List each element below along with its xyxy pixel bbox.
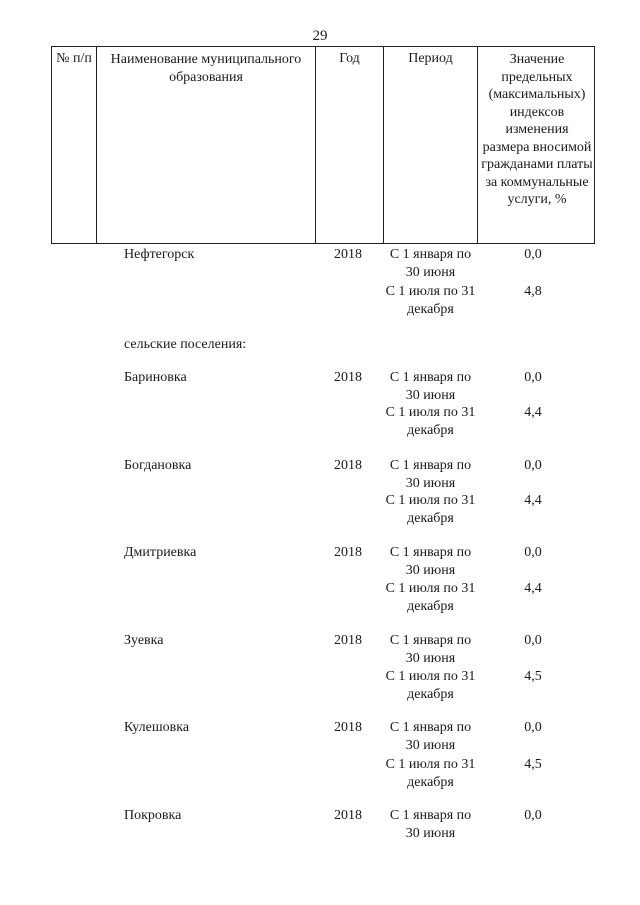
value-cell: 0,0 [524,633,542,648]
value-cell: 0,0 [524,247,542,262]
header-period: Период [408,51,453,66]
period-cell: С 1 января по 30 июня [389,370,472,403]
period-cell: С 1 января по 30 июня [389,720,472,753]
period-cell: С 1 июля по 31 декабря [385,669,476,702]
value-cell: 0,0 [524,370,542,385]
period-cell: С 1 июля по 31 декабря [385,493,476,526]
column-divider [477,47,478,243]
section-title: сельские поселения: [124,337,247,352]
value-cell: 4,5 [524,757,542,772]
period-cell: С 1 января по 30 июня [389,458,472,491]
column-divider [383,47,384,243]
column-divider [96,47,97,243]
value-cell: 0,0 [524,458,542,473]
year-cell: 2018 [334,720,362,735]
header-name: Наименование муниципального образования [110,52,302,85]
header-year: Год [339,51,360,66]
year-cell: 2018 [334,370,362,385]
value-cell: 4,8 [524,284,542,299]
municipality-name: Покровка [124,808,182,823]
year-cell: 2018 [334,458,362,473]
municipality-name: Нефтегорск [124,247,195,262]
period-cell: С 1 июля по 31 декабря [385,405,476,438]
year-cell: 2018 [334,633,362,648]
period-cell: С 1 января по 30 июня [389,247,472,280]
municipality-name: Зуевка [124,633,164,648]
period-cell: С 1 июля по 31 декабря [385,581,476,614]
value-cell: 4,4 [524,405,542,420]
year-cell: 2018 [334,808,362,823]
year-cell: 2018 [334,545,362,560]
header-num: № п/п [56,51,92,66]
header-value: Значение предельных (максимальных) индексов изменения размера вносимой гражданами платы за коммунальные услуги, % [481,52,593,207]
value-cell: 4,4 [524,493,542,508]
table-header [51,46,595,244]
value-cell: 0,0 [524,545,542,560]
value-cell: 0,0 [524,720,542,735]
period-cell: С 1 января по 30 июня [389,633,472,666]
period-cell: С 1 июля по 31 декабря [385,757,476,790]
period-cell: С 1 января по 30 июня [389,808,472,841]
column-divider [315,47,316,243]
municipality-name: Дмитриевка [124,545,197,560]
municipality-name: Богдановка [124,458,192,473]
page-number: 29 [312,28,328,44]
value-cell: 4,5 [524,669,542,684]
municipality-name: Бариновка [124,370,187,385]
period-cell: С 1 июля по 31 декабря [385,284,476,317]
municipality-name: Кулешовка [124,720,190,735]
period-cell: С 1 января по 30 июня [389,545,472,578]
year-cell: 2018 [334,247,362,262]
value-cell: 0,0 [524,808,542,823]
value-cell: 4,4 [524,581,542,596]
